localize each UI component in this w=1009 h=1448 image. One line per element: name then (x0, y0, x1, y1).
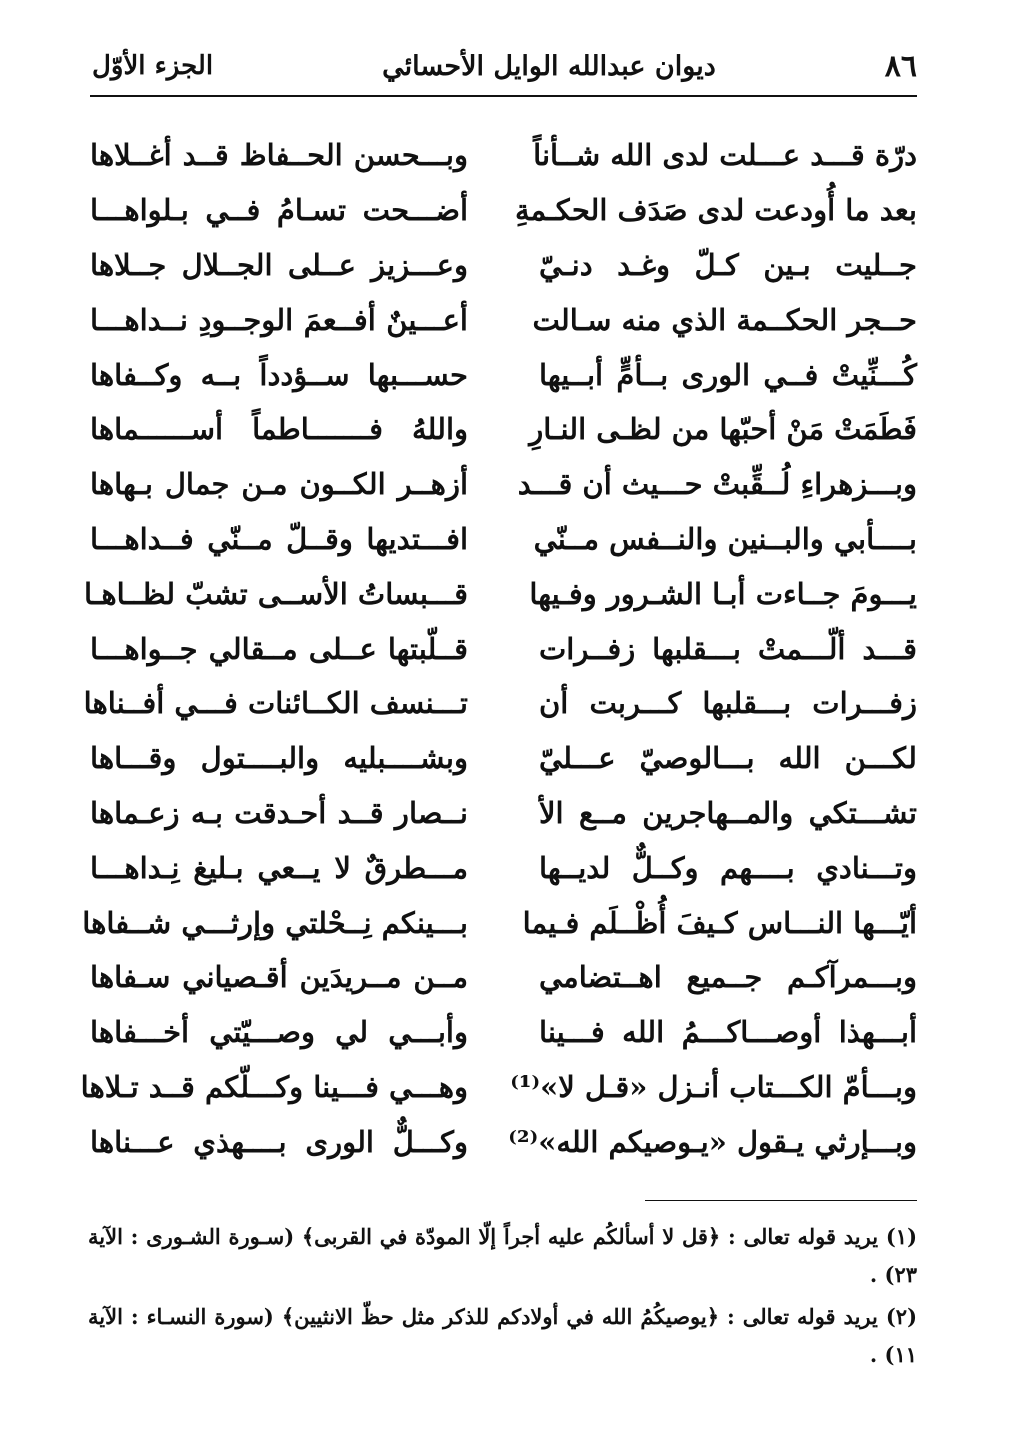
verse-line (90, 183, 917, 238)
footnotes (88, 1218, 917, 1378)
second-hemistich: افـــتديها وقــلّ مــنّي فــداهـــا (90, 521, 468, 556)
verse-line (90, 128, 917, 183)
first-hemistich: وبـــزهراءِ لُــقِّبتْ حـــيث أن قـــد (517, 467, 917, 502)
verse-line (90, 402, 917, 457)
first-hemistich: كُـــنِّيتْ فــي الورى بــأمٍّ أبــيها (539, 357, 917, 392)
first-hemistich: درّة قـــد عـــلت لدى الله شــأناً (533, 138, 917, 173)
verse-line (80, 1060, 917, 1115)
verse-line (90, 950, 917, 1005)
verse-line (90, 457, 917, 512)
first-hemistich: قـــد ألّـــمتْ بـــقلبها زفــرات (539, 631, 917, 666)
second-hemistich: وهـــي فـــينا وكـــلّكم قــد تـلاها (80, 1069, 468, 1104)
verse-line (90, 512, 917, 567)
first-hemistich: أيّـــها النـــاس كـيفَ أُظْــلَم فـيما (522, 905, 917, 940)
second-hemistich: تـــنسف الكــائنات فـــي أفــناها (83, 686, 468, 721)
second-hemistich: وأبـــي لي وصـــيّتي أخـــفاها (90, 1015, 468, 1050)
first-hemistich: لكـــن الله بـــالوصيّ عـــليّ (539, 741, 917, 776)
first-hemistich: وتـــنادي بــــهم وكــلٌّ لديــها (539, 850, 917, 885)
footnote-1: (١) يريد قوله تعالى : ﴿قل لا أسألكُم عليه أجراً إلّا المودّة في القربى﴾ (سـورة الشـورى : الآية ٢٣) . (88, 1224, 917, 1287)
first-hemistich: وبـــمرآكـم جــميع اهــتضامي (539, 960, 917, 995)
footnote-2: (٢) يريد قوله تعالى : ﴿يوصيكُمُ الله في أولادكم للذكر مثل حظّ الانثيين﴾ (سورة النسـاء : الآية ١١) . (88, 1304, 917, 1367)
verse-line (90, 731, 917, 786)
verse-line (90, 1114, 917, 1169)
verse-line (84, 566, 917, 621)
second-hemistich: قــلّبتها عــلى مــقالي جــواهـــا (90, 631, 468, 666)
first-hemistich: يـــومَ جــاءت أبـا الشـرور وفـيها (529, 576, 917, 611)
second-hemistich: وعـــزيز عــلى الجــلال جــلاها (90, 247, 468, 282)
verse-line (90, 292, 917, 347)
first-hemistich: بعد ما أُودعت لدى صَدَف الحكـمةِ (515, 193, 917, 228)
first-hemistich: أبـــهذا أوصـــاكـــمُ الله فـــينا (539, 1015, 917, 1050)
second-hemistich: بـــينكم نِــحْلتي وإرثـــي شــفاها (82, 905, 468, 940)
verse-line (83, 676, 917, 731)
first-hemistich: تشـــتكي والمــهاجرين مــع الأ (539, 795, 917, 830)
second-hemistich: وبشــــبليه والبــــتول وقـــاها (90, 741, 468, 776)
second-hemistich: قـــبساتُ الأســى تشبّ لظــاهـا (84, 576, 468, 611)
second-hemistich: نــصار قــد أحـدقت بـه زعـماها (90, 795, 468, 830)
header-divider (90, 95, 917, 97)
verse-line (90, 621, 917, 676)
first-hemistich: وبـــإرثي يـقول «يـوصيكم الله»⁽²⁾ (508, 1124, 917, 1159)
book-title: ديوان عبدالله الوايل الأحسائي (382, 50, 716, 82)
first-hemistich: بــــأبي والبــنين والنــفس مــنّي (533, 521, 917, 556)
poem (80, 128, 917, 1169)
footnote-divider (645, 1200, 917, 1201)
second-hemistich: واللهُ فـــــــاطماً أســــــماها (90, 412, 468, 447)
first-hemistich: فَطَمَتْ مَنْ أحبّها من لظـى النـارِ (529, 412, 917, 447)
first-hemistich: حــجر الحكــمة الذي منه سـالت (532, 302, 917, 337)
second-hemistich: مــن مــريدَين أقـصياني سـفاها (90, 960, 468, 995)
first-hemistich: وبـــأمّ الكـــتاب أنـزل «قـل لا»⁽¹⁾ (510, 1069, 917, 1104)
second-hemistich: أضـــحت تسـامُ فــي بـلواهـــا (90, 193, 468, 228)
second-hemistich: مـــطرقٌ لا يــعي بـليغ نِـداهـــا (90, 850, 468, 885)
second-hemistich: حســـبها ســؤدداً بــه وكــفاها (90, 357, 468, 392)
verse-line (82, 895, 917, 950)
verse-line (90, 347, 917, 402)
second-hemistich: أزهــر الكــون مـن جمال بـهاها (90, 467, 468, 502)
page-number: ٨٦ (884, 48, 917, 84)
page-header (92, 40, 917, 92)
second-hemistich: وبـــحسن الحــفاظ قــد أغــلاها (90, 138, 468, 173)
first-hemistich: زفـــرات بـــقلبها كـــربت أن (539, 686, 917, 721)
verse-line (90, 1005, 917, 1060)
second-hemistich: وكـــلٌّ الورى بــــهذي عـــناها (90, 1124, 468, 1159)
first-hemistich: جــليت بـين كـلّ وغـد دنـيّ (539, 247, 917, 282)
verse-line (90, 840, 917, 895)
verse-line (90, 786, 917, 841)
second-hemistich: أعـــينٌ أفــعمَ الوجــودِ نــداهـــا (90, 302, 468, 337)
part-label: الجزء الأوّل (92, 51, 214, 81)
verse-line (90, 238, 917, 293)
